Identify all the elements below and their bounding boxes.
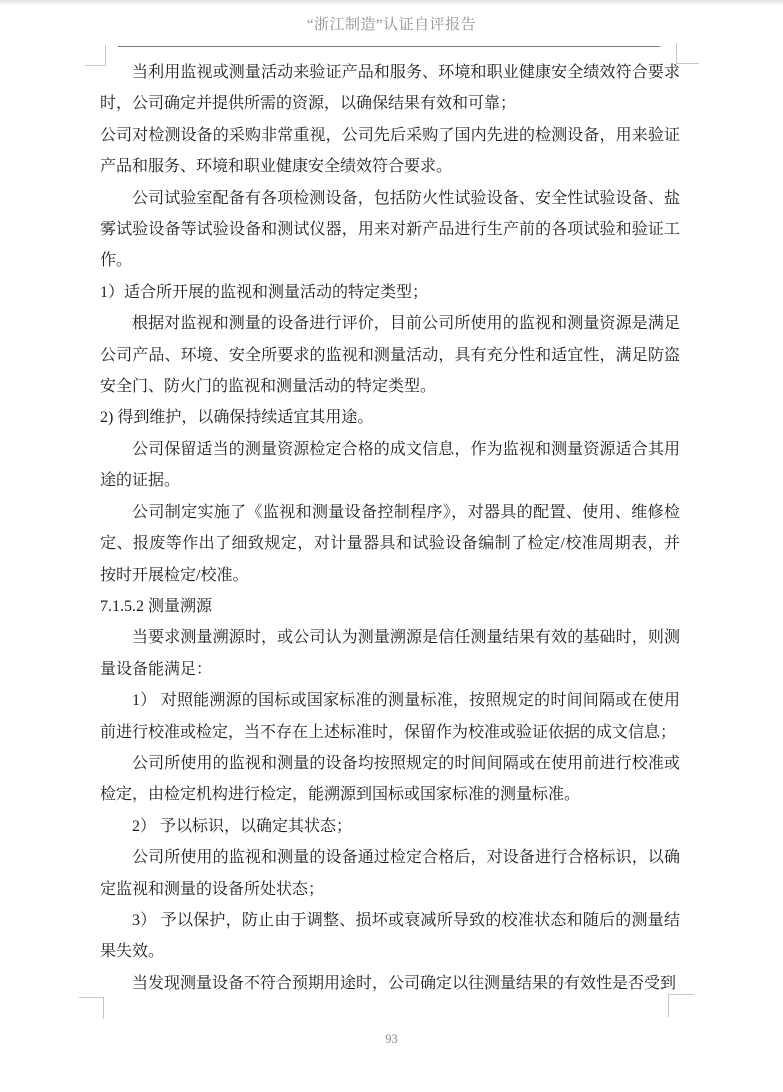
paragraph: 2) 得到维护，以确保持续适宜其用途。: [100, 409, 374, 427]
document-body: [100, 57, 680, 999]
margin-corner-mark-bottom-left: [79, 997, 104, 1019]
paragraph: 公司所使用的监视和测量的设备均按照规定的时间间隔或在使用前进行校准或检定，由检定机构进行检定，能溯源到国标或国家标准的测量标准。: [100, 754, 680, 804]
section-heading: 7.1.5.2 测量溯源: [100, 597, 213, 615]
page-top-edge: [0, 0, 783, 5]
paragraph: 当要求测量溯源时，或公司认为测量溯源是信任测量结果有效的基础时，则测量设备能满足：: [100, 629, 680, 678]
paragraph: 当发现测量设备不符合预期用途时，公司确定以往测量结果的有效性是否受到: [132, 974, 677, 992]
paragraph: 根据对监视和测量的设备进行评价，目前公司所使用的监视和测量资源是满足公司产品、环境、安全所要求的监视和测量活动，具有充分性和适宜性，满足防盗安全门、防火门的监视和测量活动的特定类型。: [100, 315, 680, 396]
paragraph: 1） 对照能溯源的国标或国家标准的测量标准，按照规定的时间间隔或在使用前进行校准或检定，当不存在上述标准时，保留作为校准或验证依据的成文信息；: [100, 692, 680, 741]
page-number: 93: [385, 1032, 398, 1046]
paragraph: 公司对检测设备的采购非常重视，公司先后采购了国内先进的检测设备，用来验证产品和服务、环境和职业健康安全绩效符合要求。: [100, 126, 680, 176]
paragraph: 3） 予以保护，防止由于调整、损坏或衰减所导致的校准状态和随后的测量结果失效。: [100, 911, 680, 961]
paragraph: 2） 予以标识，以确定其状态；: [132, 817, 353, 835]
paragraph: 公司制定实施了《监视和测量设备控制程序》，对器具的配置、使用、维修检定、报废等作出了细致规定，对计量器具和试验设备编制了检定/校准周期表，并按时开展检定/校准。: [100, 503, 680, 584]
paragraph: 公司试验室配备有各项检测设备，包括防火性试验设备、安全性试验设备、盐雾试验设备等试验设备和测试仪器，用来对新产品进行生产前的各项试验和验证工作。: [100, 189, 680, 270]
header-rule: [118, 46, 660, 47]
paragraph: 公司所使用的监视和测量的设备通过检定合格后，对设备进行合格标识，以确定监视和测量的设备所处状态；: [100, 849, 680, 898]
paragraph: 公司保留适当的测量资源检定合格的成文信息，作为监视和测量资源适合其用途的证据。: [100, 440, 680, 490]
paragraph: 当利用监视或测量活动来验证产品和服务、环境和职业健康安全绩效符合要求时，公司确定并提供所需的资源，以确保结果有效和可靠；: [100, 64, 680, 113]
paragraph: 1）适合所开展的监视和测量活动的特定类型；: [100, 283, 429, 301]
page-header-title: “浙江制造”认证自评报告: [306, 17, 477, 33]
